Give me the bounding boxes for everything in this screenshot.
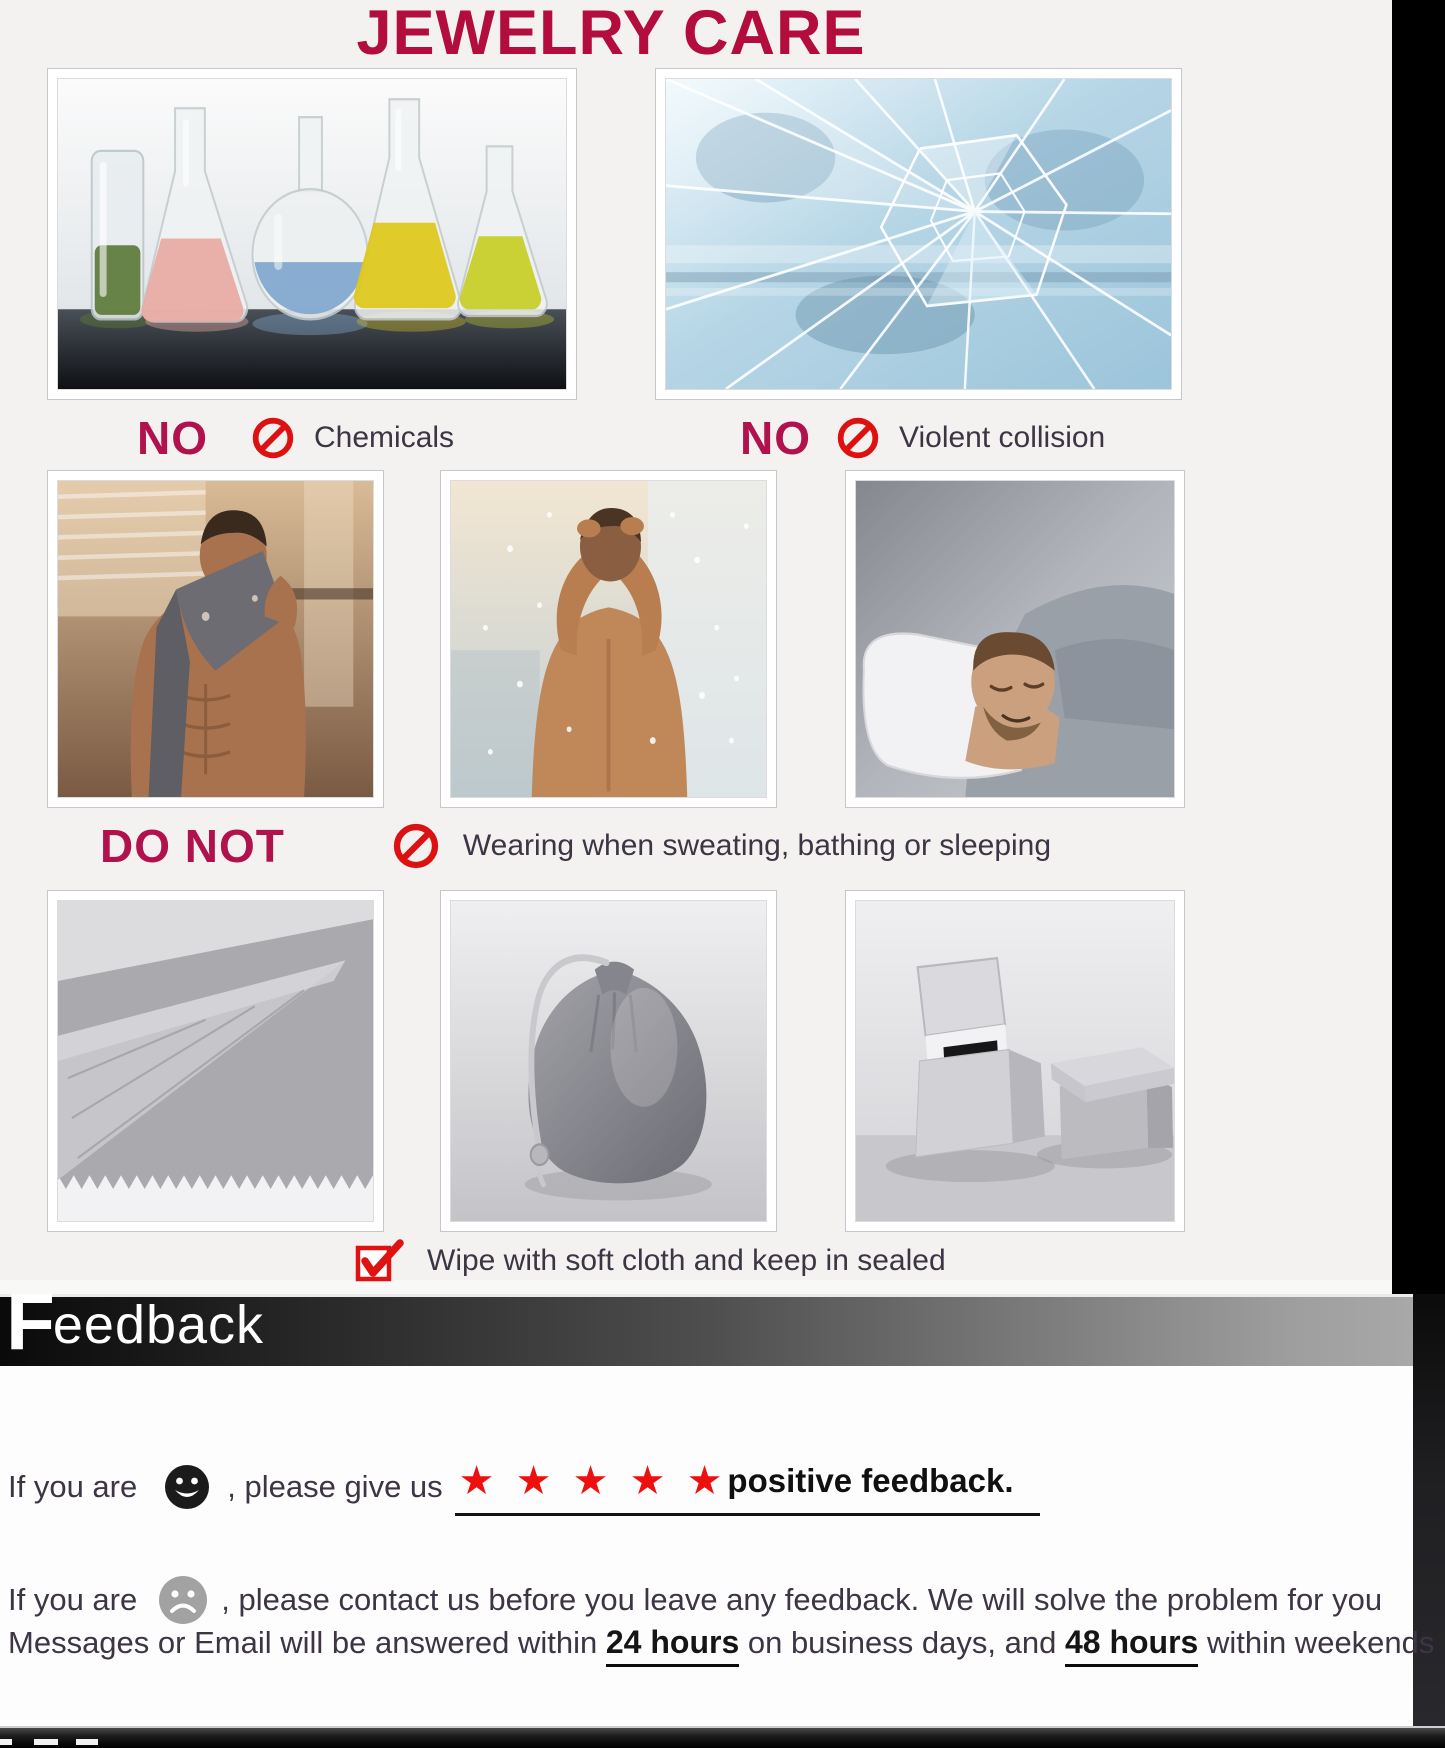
response-time-line [8, 1624, 1434, 1661]
next-section-bar [0, 1726, 1445, 1748]
cut-off-text-mark [76, 1739, 98, 1745]
five-star-icons: ★ ★ ★ ★ ★ [458, 1459, 728, 1503]
page-title: JEWELRY CARE [356, 0, 866, 68]
photo-frame-cloth [47, 890, 384, 1232]
velvet-pouch-photo [450, 900, 767, 1222]
photo-frame-sweating [47, 470, 384, 808]
right-border-strip-top [1392, 0, 1445, 1294]
response-24-hours: 24 hours [606, 1624, 739, 1667]
feedback-title-rest: eedback [52, 1295, 265, 1355]
positive-line-middle: , please give us [227, 1469, 443, 1504]
rule-text: Violent collision [899, 421, 1106, 454]
rule-text: Wearing when sweating, bathing or sleeping [462, 829, 1052, 862]
response-part3: within weekends [1198, 1625, 1435, 1660]
prohibition-icon [252, 417, 294, 459]
photo-frame-boxes [845, 890, 1185, 1232]
rule-no-chemicals [137, 412, 454, 464]
negative-feedback-line [8, 1574, 1382, 1626]
positive-feedback-link-area [455, 1458, 1040, 1516]
photo-frame-pouch [440, 890, 777, 1232]
positive-feedback-link: positive feedback. [727, 1462, 1014, 1499]
photo-frame-sleeping [845, 470, 1185, 808]
cut-off-text-mark [34, 1739, 58, 1745]
positive-line-prefix: If you are [8, 1469, 138, 1504]
red-checkbox-icon [355, 1238, 405, 1284]
rule-text: Chemicals [314, 421, 455, 454]
prohibition-icon [393, 823, 439, 869]
feedback-body [0, 1366, 1435, 1726]
response-part1: Messages or Email will be answered within [8, 1625, 606, 1660]
prohibition-icon [837, 417, 879, 459]
soft-cloth-photo [57, 900, 374, 1222]
photo-frame-chemicals [47, 68, 577, 400]
response-48-hours: 48 hours [1065, 1624, 1198, 1667]
rule-do-not-wear [100, 818, 1051, 874]
photo-frame-bathing [440, 470, 777, 808]
checkbox-note-text: Wipe with soft cloth and keep in sealed [427, 1244, 946, 1277]
happy-face-icon [163, 1463, 211, 1511]
jewelry-box-photo [855, 900, 1175, 1222]
sweating-man-photo [57, 480, 374, 798]
response-part2: on business days, and [739, 1625, 1065, 1660]
photo-frame-broken-glass [655, 68, 1182, 400]
feedback-title-initial: F [6, 1277, 53, 1366]
bathing-man-photo [450, 480, 767, 798]
broken-glass-photo [665, 78, 1172, 390]
no-label: NO [740, 412, 811, 464]
chemical-flasks-photo [57, 78, 567, 390]
negative-line-text: , please contact us before you leave any feedback. We will solve the problem for you [221, 1582, 1383, 1617]
negative-line-prefix: If you are [8, 1582, 138, 1617]
care-checkbox-note [355, 1238, 946, 1284]
right-border-strip-bottom [1413, 1294, 1445, 1748]
sleeping-man-photo [855, 480, 1175, 798]
positive-feedback-line [8, 1458, 1040, 1516]
feedback-header-bar [0, 1277, 1413, 1366]
feedback-title [6, 1277, 265, 1366]
sad-face-icon [157, 1574, 209, 1626]
rule-no-violent-collision [740, 412, 1105, 464]
do-not-label: DO NOT [100, 820, 285, 872]
cut-off-text-mark [0, 1739, 12, 1745]
no-label: NO [137, 412, 208, 464]
